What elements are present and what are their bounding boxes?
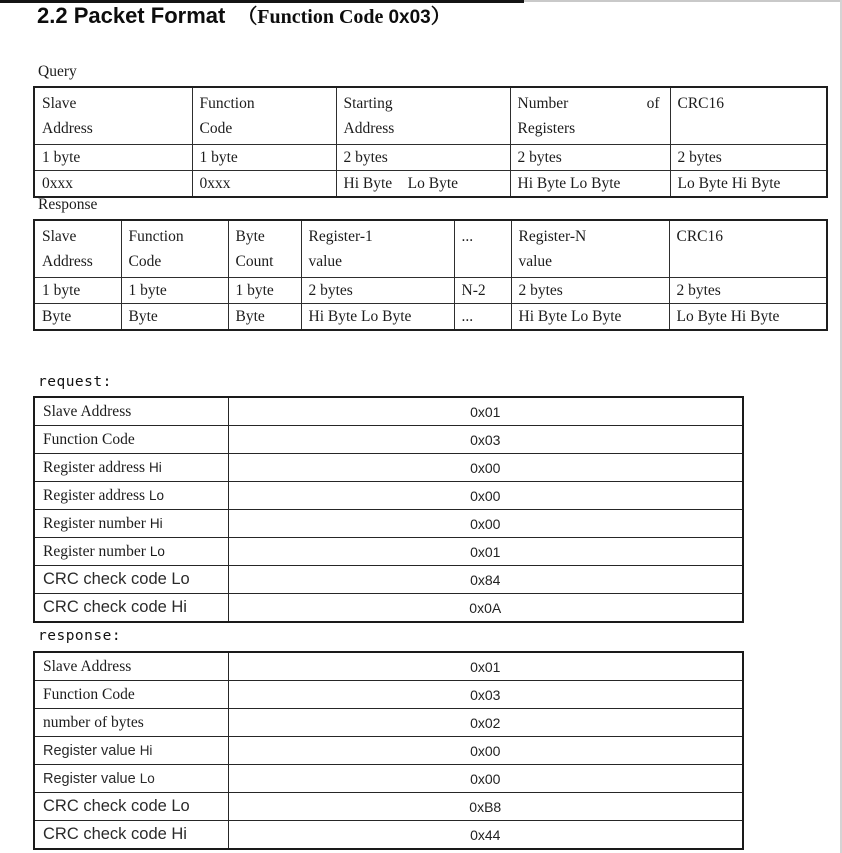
response-cell: Hi Byte Lo Byte xyxy=(511,304,669,331)
field-label-cell: Register address Lo xyxy=(34,482,228,510)
response-frame-row xyxy=(34,793,743,821)
section-title-sub xyxy=(237,6,450,28)
field-label-cell: CRC check code Lo xyxy=(34,566,228,594)
response-cell: Hi Byte Lo Byte xyxy=(301,304,454,331)
response-header-row xyxy=(34,220,827,278)
response-cell: Lo Byte Hi Byte xyxy=(669,304,827,331)
query-cell: 2 bytes xyxy=(670,145,827,171)
query-values-row xyxy=(34,171,827,198)
query-table xyxy=(33,86,828,198)
field-label-cell: number of bytes xyxy=(34,709,228,737)
field-value-cell: 0xB8 xyxy=(228,793,743,821)
response-cell: N-2 xyxy=(454,278,511,304)
field-label-cell: Function Code xyxy=(34,681,228,709)
query-cell: 0xxx xyxy=(34,171,192,198)
field-label-cell: Register address Hi xyxy=(34,454,228,482)
response-frame-row xyxy=(34,765,743,793)
section-title-sub-pre: （Function Code xyxy=(237,6,389,28)
response-bytes-row xyxy=(34,278,827,304)
request-row xyxy=(34,397,743,426)
query-cell: 1 byte xyxy=(34,145,192,171)
field-label-cell: CRC check code Lo xyxy=(34,793,228,821)
request-row xyxy=(34,538,743,566)
request-frame-table xyxy=(33,396,744,623)
section-title-sub-post: ） xyxy=(430,6,451,28)
section-title-main: 2.2 Packet Format xyxy=(37,3,226,28)
response-cell: Byte xyxy=(228,304,301,331)
field-label-cell: CRC check code Hi xyxy=(34,594,228,623)
query-header-cell: CRC16 xyxy=(670,87,827,145)
field-label-cell: Register value Lo xyxy=(34,765,228,793)
field-label-cell: Register number Lo xyxy=(34,538,228,566)
response-header-cell: CRC16 xyxy=(669,220,827,278)
response-header-cell: Function Code xyxy=(121,220,228,278)
field-label-cell: Slave Address xyxy=(34,397,228,426)
request-row xyxy=(34,426,743,454)
query-header-cell: Slave Address xyxy=(34,87,192,145)
field-value-cell: 0x00 xyxy=(228,510,743,538)
query-header-cell: Function Code xyxy=(192,87,336,145)
response-cell: ... xyxy=(454,304,511,331)
field-value-cell: 0x0A xyxy=(228,594,743,623)
response-cell: 2 bytes xyxy=(511,278,669,304)
field-value-cell: 0x02 xyxy=(228,709,743,737)
section-title xyxy=(37,0,451,29)
field-label-cell: Function Code xyxy=(34,426,228,454)
response-frame-row xyxy=(34,709,743,737)
response-cell: 1 byte xyxy=(121,278,228,304)
query-cell: Hi Byte Lo Byte xyxy=(510,171,670,198)
field-value-cell: 0x03 xyxy=(228,681,743,709)
response-frame-table xyxy=(33,651,744,850)
field-label-cell: Register number Hi xyxy=(34,510,228,538)
response-header-cell: Byte Count xyxy=(228,220,301,278)
request-section-label: request: xyxy=(38,374,112,390)
response-frame-row xyxy=(34,652,743,681)
response-cell: 2 bytes xyxy=(669,278,827,304)
field-value-cell: 0x00 xyxy=(228,482,743,510)
field-value-cell: 0x03 xyxy=(228,426,743,454)
query-cell: 2 bytes xyxy=(510,145,670,171)
request-row xyxy=(34,594,743,623)
query-header-cell: Starting Address xyxy=(336,87,510,145)
response-cell: Byte xyxy=(34,304,121,331)
response-frame-row xyxy=(34,821,743,850)
query-cell: Hi Byte Lo Byte xyxy=(336,171,510,198)
query-bytes-row xyxy=(34,145,827,171)
function-code-value: 0x03 xyxy=(388,7,431,28)
field-value-cell: 0x00 xyxy=(228,765,743,793)
field-value-cell: 0x01 xyxy=(228,397,743,426)
field-value-cell: 0x01 xyxy=(228,538,743,566)
query-cell: Lo Byte Hi Byte xyxy=(670,171,827,198)
request-row xyxy=(34,482,743,510)
query-cell: 2 bytes xyxy=(336,145,510,171)
response-frame-row xyxy=(34,681,743,709)
field-label-cell: Register value Hi xyxy=(34,737,228,765)
response-header-cell: ... xyxy=(454,220,511,278)
query-header-cell: Number of Registers xyxy=(510,87,670,145)
field-value-cell: 0x84 xyxy=(228,566,743,594)
field-label-cell: Slave Address xyxy=(34,652,228,681)
response-table xyxy=(33,219,828,331)
response-values-row xyxy=(34,304,827,331)
field-value-cell: 0x00 xyxy=(228,737,743,765)
query-table-label: Query xyxy=(38,63,77,80)
request-row xyxy=(34,510,743,538)
field-value-cell: 0x00 xyxy=(228,454,743,482)
response-cell: 2 bytes xyxy=(301,278,454,304)
request-row xyxy=(34,454,743,482)
response-cell: 1 byte xyxy=(228,278,301,304)
query-cell: 0xxx xyxy=(192,171,336,198)
query-cell: 1 byte xyxy=(192,145,336,171)
response-header-cell: Register-N value xyxy=(511,220,669,278)
field-value-cell: 0x44 xyxy=(228,821,743,850)
response-section-label: response: xyxy=(38,628,122,644)
field-value-cell: 0x01 xyxy=(228,652,743,681)
response-cell: 1 byte xyxy=(34,278,121,304)
response-header-cell: Slave Address xyxy=(34,220,121,278)
response-header-cell: Register-1 value xyxy=(301,220,454,278)
response-table-label: Response xyxy=(38,196,98,213)
query-header-row xyxy=(34,87,827,145)
response-cell: Byte xyxy=(121,304,228,331)
response-frame-row xyxy=(34,737,743,765)
field-label-cell: CRC check code Hi xyxy=(34,821,228,850)
request-row xyxy=(34,566,743,594)
